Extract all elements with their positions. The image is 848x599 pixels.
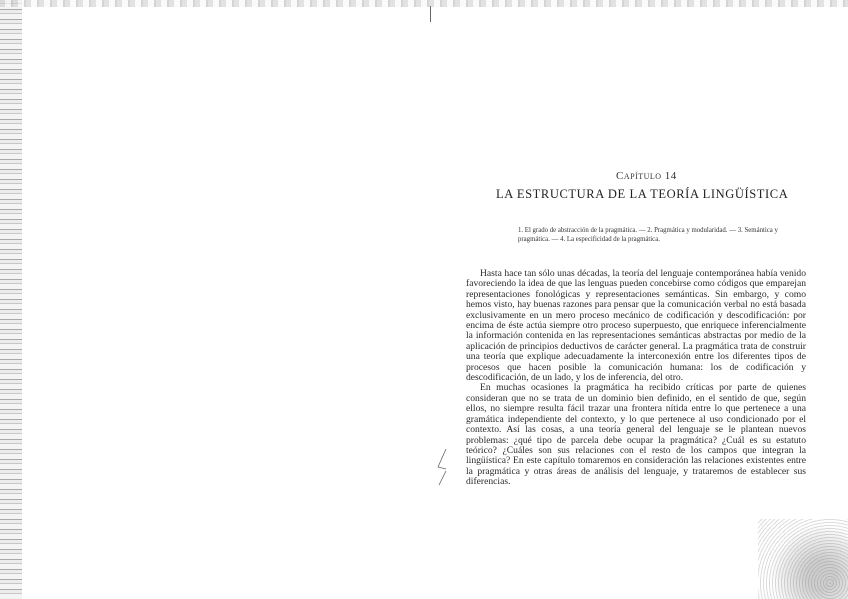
chapter-title: LA ESTRUCTURA DE LA TEORÍA LINGÜÍSTICA bbox=[496, 187, 789, 201]
scan-corner-noise bbox=[758, 519, 848, 599]
chapter-label: Capítulo 14 bbox=[616, 170, 677, 182]
chapter-contents bbox=[518, 226, 788, 244]
paragraph-2: En muchas ocasiones la pragmática ha recibido críticas por parte de quienes consideran que no se trata de un dominio bien definido, en el sentido de que, según ellos, no siempre resulta fácil trazar una frontera nítida entre lo que pertenece a una gramática independiente del contexto, y lo que pertenece al uso condicionado por el contexto. Así las cosas, a una teoría general del lenguaje se le plantean nuevos problemas: ¿qué tipo de parcela debe ocupar la pragmática? ¿Cuál es su estatuto teórico? ¿Cuáles son sus relaciones con el resto de los campos que integran la lingüística? En este capítulo tomaremos en consideración las relaciones existentes entre la pragmática y otras áreas de análisis del lenguaje, y trataremos de establecer sus diferencias. bbox=[466, 382, 806, 488]
book-page bbox=[466, 0, 806, 599]
body-text bbox=[466, 269, 806, 488]
contents-line: 1. El grado de abstracción de la pragmática. — 2. Pragmática y modularidad. — 3. Semántica y pragmática. — 4. La especificidad de la pragmática. bbox=[518, 227, 778, 243]
paragraph-1: Hasta hace tan sólo unas décadas, la teoría del lenguaje contemporánea había venido favoreciendo la idea de que las lenguas pueden concebirse como códigos que emparejan representaciones fonológicas y representaciones semánticas. Sin embargo, y como hemos visto, hay buenas razones para pensar que la comunicación verbal no está basada exclusivamente en un mero proceso mecánico de codificación y descodificación: por encima de éste actúa siempre otro proceso superpuesto, que enriquece inferencialmente la información contenida en las representaciones semánticas abstractas por medio de la aplicación de principios deductivos de carácter general. La pragmática trata de construir una teoría que explique adecuadamente la interconexión entre los diferentes tipos de procesos que hacen posible la comunicación humana: los de codificación y descodificación, de un lado, y los de inferencia, del otro. bbox=[466, 268, 806, 384]
scan-artifact-mark bbox=[436, 447, 450, 487]
page-fold-mark bbox=[430, 6, 431, 22]
scan-left-gutter bbox=[0, 0, 22, 599]
